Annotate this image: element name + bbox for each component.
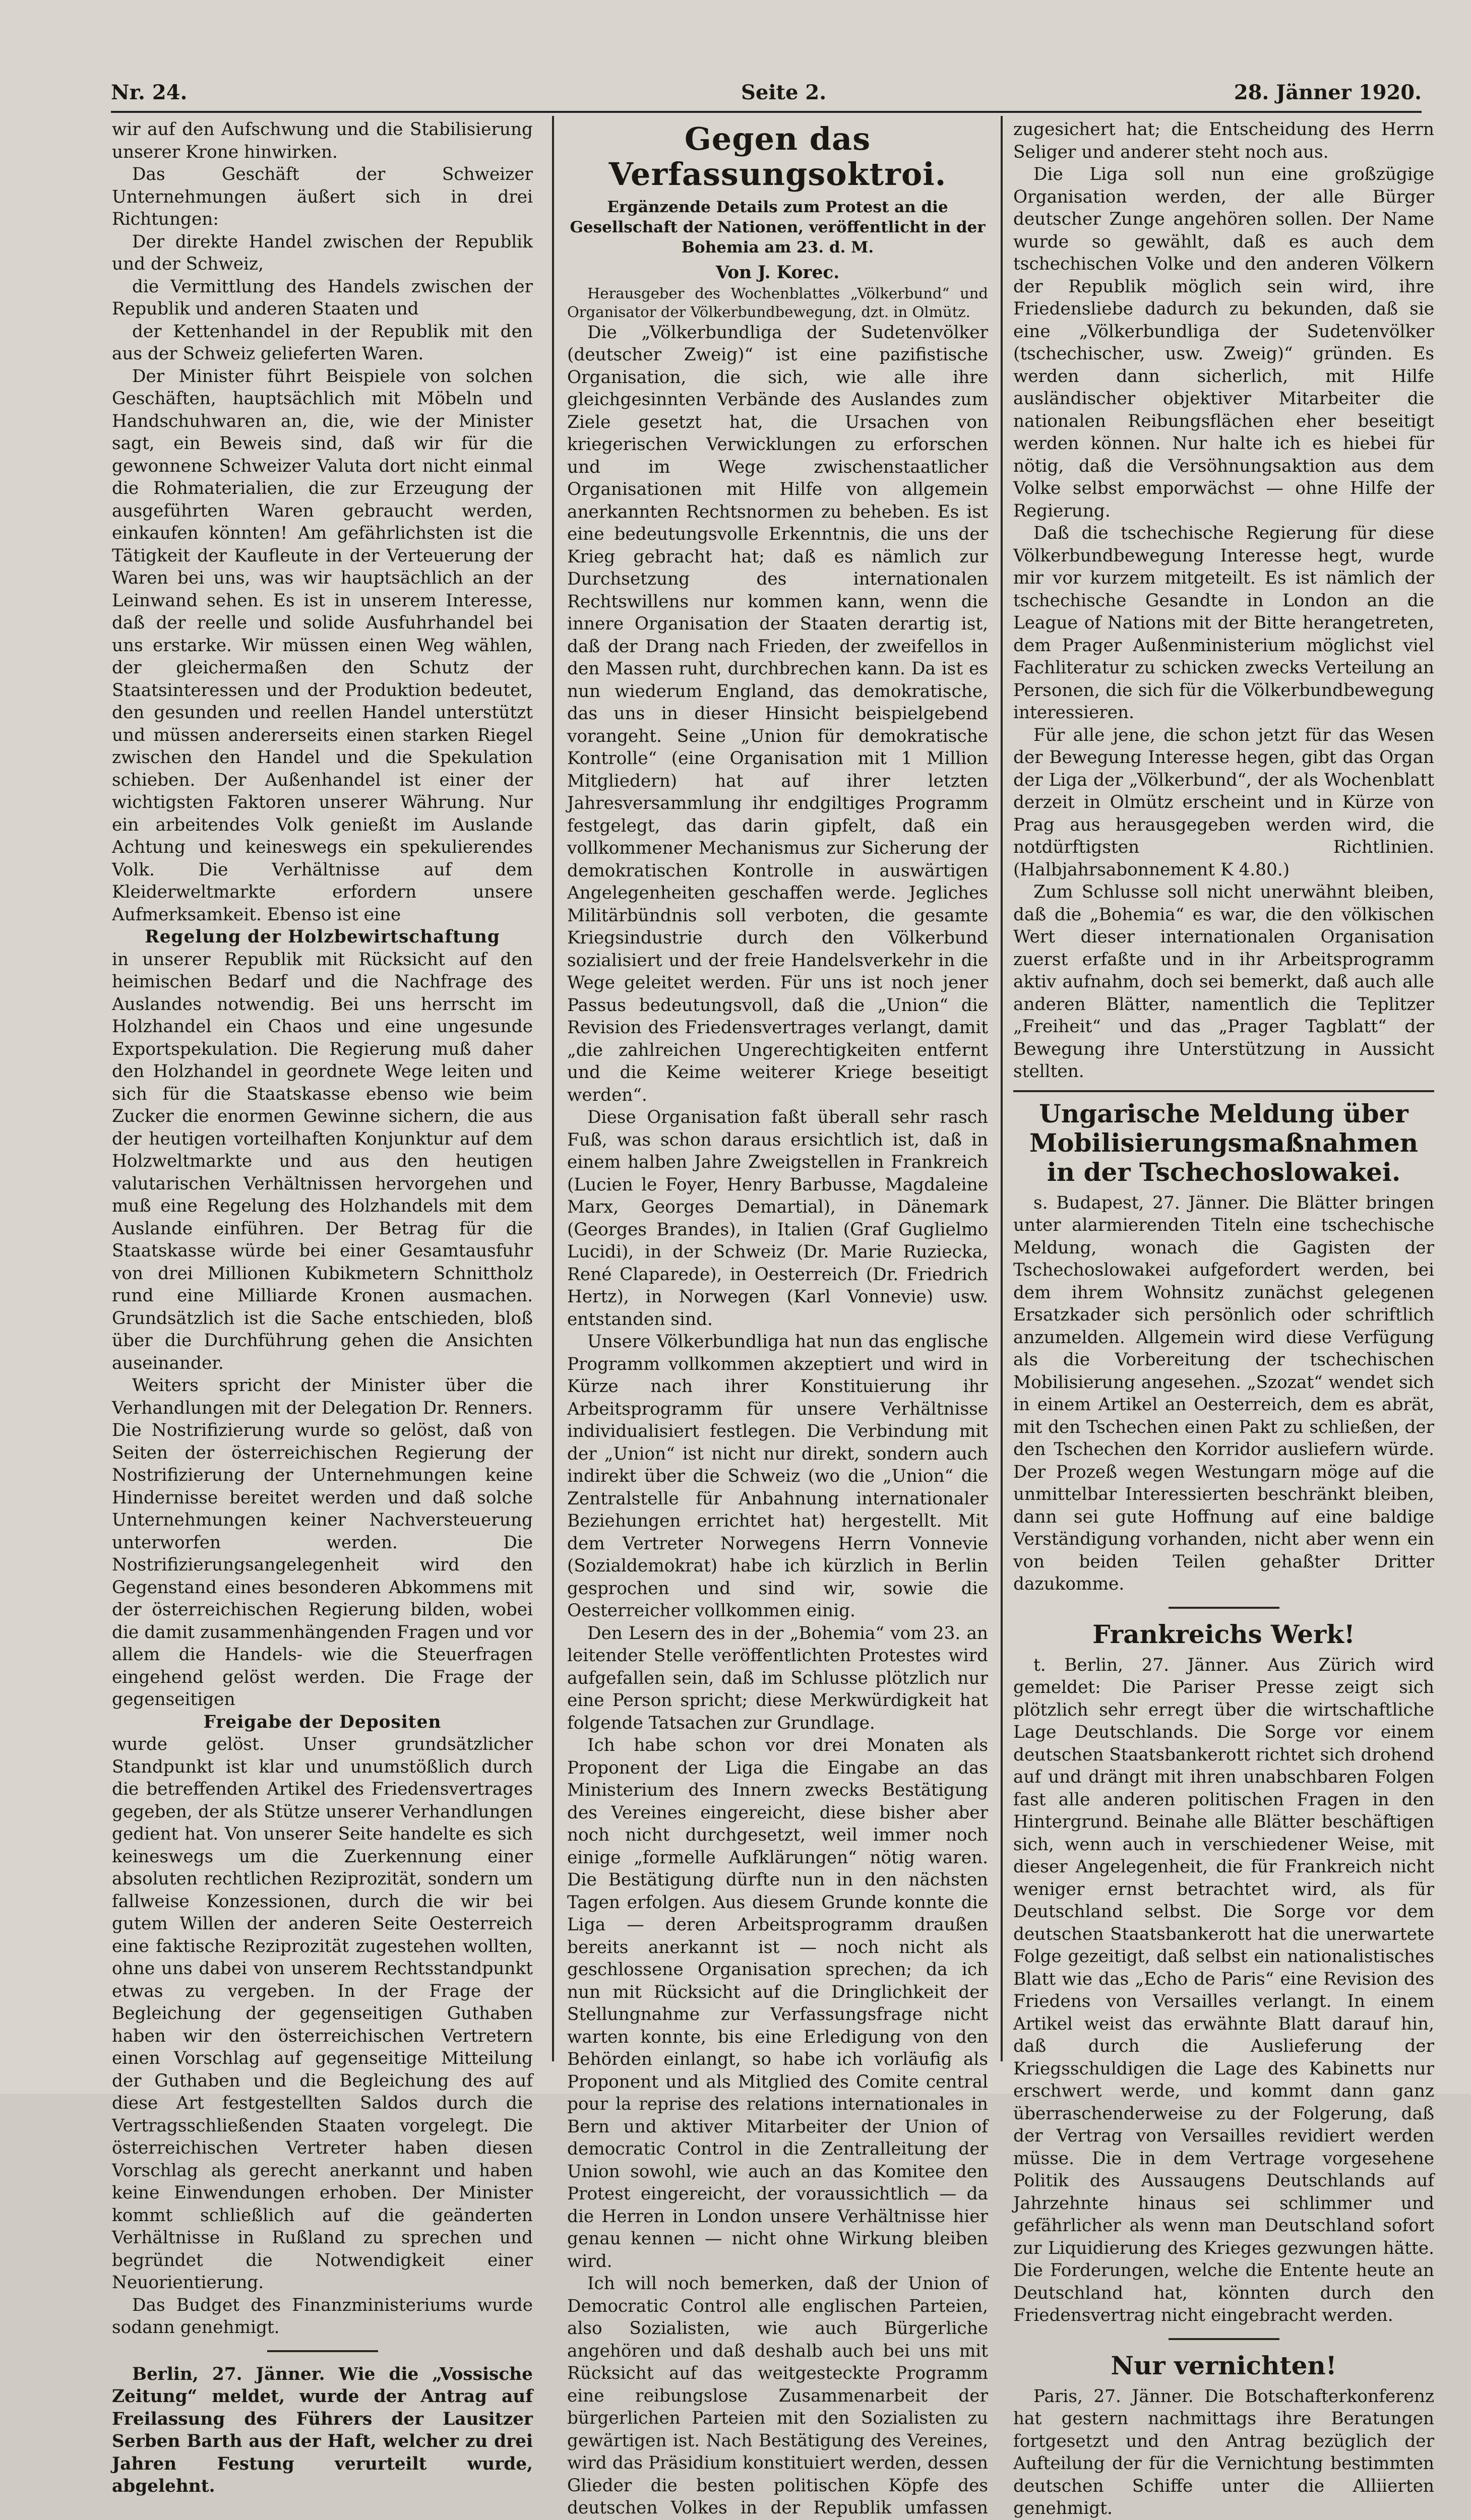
paragraph: wir auf den Aufschwung und die Stabilisierung unserer Krone hinwirken. <box>112 119 533 162</box>
paragraph: t. Berlin, 27. Jänner. Aus Zürich wird gemeldet: Die Pariser Presse zeigt sich plötzlich sehr erregt über die wirtschaftliche Lage Deutschlands. Die Sorge vor einem deutschen Staatsbankerott richtet sich drohend auf und drängt mit ihren unabschbaren Folgen fast alle anderen politischen Fragen in den Hintergrund. Beinahe alle Blätter beschäftigen sich, wenn auch in verschiedener Weise, mit dieser Angelegenheit, die für Frankreich nicht weniger ernst betrachtet wird, als für Deutschland selbst. Die Sorge vor dem deutschen Staatsbankerott hat die unerwartete Folge gezeitigt, daß selbst ein nationalistisches Blatt wie das „Echo de Paris“ eine Revision des Friedens von Versailles verlangt. In einem Artikel weist das erwähnte Blatt darauf hin, daß durch die Auslieferung der Kriegsschuldigen die Lage des Kabinetts nur erschwert werde, und kommt dann ganz überraschenderweise zu der Folgerung, daß der Vertrag von Versailles revidiert werden müsse. Die in dem Vertrage vorgesehene Politik des Aussaugens Deutschlands auf Jahrzehnte hinaus sei schlimmer und gefährlicher als wenn man Deutschland sofort zur Liquidierung des Krieges gezwungen hätte. Die Forderungen, welche die Entente heute an Deutschland hat, könnten durch den Friedensvertrag nicht eingebracht werden. <box>1013 1655 1434 2325</box>
page-number: Seite 2. <box>741 81 827 104</box>
paragraph: zugesichert hat; die Entscheidung des Herrn Seliger und anderer steht noch aus. <box>1013 119 1434 162</box>
article-title-ungarische-meldung: Ungarische Meldung über Mobilisierungsmaßnahmen in der Tschechoslowakei. <box>1029 1098 1419 1187</box>
article-title-frankreichs-werk: Frankreichs Werk! <box>1092 1619 1355 1649</box>
paragraph: Das Geschäft der Schweizer Unternehmungen äußert sich in drei Richtungen: <box>112 164 533 229</box>
paragraph: Der Minister führt Beispiele von solchen Geschäften, hauptsächlich mit Möbeln und Handschuhwaren an, die, wie der Minister sagt, ein Beweis sind, daß wir für die gewonnene Schweizer Valuta dort nicht einmal die Rohmaterialien, die zur Erzeugung der ausgeführten Waren gebraucht werden, einkaufen könnten! Am gefährlichsten ist die Tätigkeit der Kaufleute in der Verteuerung der Waren bei uns, was wir hauptsächlich an der Leinwand sehen. Es ist in unserem Interesse, daß der reelle und solide Ausfuhrhandel bei uns erstarke. Wir müssen einen Weg wählen, der gleichermaßen den Schutz der Staatsinteressen und der Produktion bedeutet, den gesunden und reellen Handel unterstützt und müssen andererseits einen starken Riegel zwischen den Handel und die Spekulation schieben. Der Außenhandel ist einer der wichtigsten Faktoren unserer Währung. Nur ein arbeitendes Volk genießt im Auslande Achtung und keineswegs ein spekulierendes Volk. Die Verhältnisse auf dem Kleiderweltmarkte erfordern unsere Aufmerksamkeit. Ebenso ist eine <box>112 366 533 925</box>
issue-number: Nr. 24. <box>111 81 188 104</box>
paragraph: Zum Schlusse soll nicht unerwähnt bleiben, daß die „Bohemia“ es war, die den völkischen Wert dieser internationalen Organisation zuerst erfaßte und in ihr Arbeitsprogramm aktiv aufnahm, doch sei bemerkt, daß auch alle anderen Blätter, namentlich die Teplitzer „Freiheit“ und das „Prager Tagblatt“ der Bewegung ihre Unterstützung in Aussicht stellten. <box>1013 882 1434 1082</box>
column-2 <box>567 118 988 2518</box>
paragraph: Paris, 27. Jänner. Die Botschafterkonferenz hat gestern nachmittags ihre Beratungen fortgesetzt und den Antrag bezüglich der Aufteilung der für die Vernichtung bestimmten deutschen Schiffe unter die Alliierten genehmigt. <box>1013 2386 1434 2518</box>
issue-date: 28. Jänner 1920. <box>1234 81 1422 104</box>
paragraph: Das Budget des Finanzministeriums wurde sodann genehmigt. <box>112 2295 533 2338</box>
article-separator <box>1013 1090 1434 1092</box>
subheading-holzbewirtschaftung: Regelung der Holzbewirtschaftung <box>145 927 500 947</box>
paragraph: Weiters spricht der Minister über die Verhandlungen mit der Delegation Dr. Renners. Die Nostrifizierung wurde so gelöst, daß von Seiten der österreichischen Regierung der Nostrifizierung der Unternehmungen keine Hindernisse bereitet werden und daß solche Unternehmungen keiner Nachversteuerung unterworfen werden. Die Nostrifizierungsangelegenheit wird den Gegenstand eines besonderen Abkommens mit der österreichischen Regierung bilden, wobei die damit zusammenhängenden Fragen und vor allem die Handels- wie die Steuerfragen eingehend gelöst werden. Die Frage der gegenseitigen <box>112 1375 533 1710</box>
article-separator <box>1169 2338 1279 2340</box>
article-separator <box>1169 1607 1279 1609</box>
column-1 <box>112 118 533 2496</box>
article-title: Gegen das Verfassungsoktroi. <box>608 120 947 193</box>
paragraph: Daß die tschechische Regierung für diese Völkerbundbewegung Interesse hegt, wurde mir vor kurzem mitgeteilt. Es ist nämlich der tschechische Gesandte in London an die League of Nations mit der Bitte herangetreten, dem Prager Außenministerium möglichst viel Fachliteratur zu schicken zwecks Verteilung an Personen, die sich für die Völkerbundbewegung interessieren. <box>1013 523 1434 723</box>
column-divider-1 <box>552 116 554 2061</box>
page-header <box>111 76 1422 113</box>
paragraph: die Vermittlung des Handels zwischen der Republik und anderen Staaten und <box>112 276 533 319</box>
subheading-depositen: Freigabe der Depositen <box>203 1712 442 1732</box>
paragraph: Diese Organisation faßt überall sehr rasch Fuß, was schon daraus ersichtlich ist, daß in einem halben Jahre Zweigstellen in Frankreich (Lucien le Foyer, Henry Barbusse, Magdaleine Marx, Georges Demartial), in Dänemark (Georges Brandes), in Italien (Graf Guglielmo Lucidi), in der Schweiz (Dr. Marie Ruziecka, René Claparede), in Oesterreich (Dr. Friedrich Hertz), in Norwegen (Karl Vonnevie) usw. entstanden sind. <box>567 1107 988 1330</box>
paragraph: Die „Völkerbundliga der Sudetenvölker (deutscher Zweig)“ ist eine pazifistische Organisation, die sich, wie alle ihre gleichgesinnten Verbände des Auslandes zum Ziele gesetzt hat, die Ursachen von kriegerischen Verwicklungen zu erforschen und im Wege zwischenstaatlicher Organisationen mit Hilfe von allgemein anerkannten Rechtsnormen zu beheben. Es ist eine bedeutungsvolle Erkenntnis, die uns der Krieg gebracht hat; daß es nämlich zur Durchsetzung des internationalen Rechtswillens nur kommen kann, wenn die innere Organisation der Staaten derartig ist, daß der Drang nach Frieden, der zweifellos in den Massen ruht, durchbrechen kann. Da ist es nun wiederum England, das demokratische, das uns in dieser Hinsicht beispielgebend vorangeht. Seine „Union für demokratische Kontrolle“ (eine Organisation mit 1 Million Mitgliedern) hat auf ihrer letzten Jahresversammlung ihr endgiltiges Programm festgelegt, das darin gipfelt, daß ein vollkommener Mechanismus zur Sicherung der demokratischen Kontrolle in auswärtigen Angelegenheiten geschaffen werde. Jegliches Militärbündnis soll verboten, die gesamte Kriegsindustrie durch den Völkerbund sozialisiert und der freie Handelsverkehr in die Wege geleitet werden. Für uns ist noch jener Passus bedeutungsvoll, daß die „Union“ die Revision des Friedensvertrages verlangt, damit „die zahlreichen Ungerechtigkeiten entfernt und die Keime weiterer Kriege beseitigt werden“. <box>567 322 988 1105</box>
paragraph: Den Lesern des in der „Bohemia“ vom 23. an leitender Stelle veröffentlichten Protestes wird aufgefallen sein, daß im Schlusse plötzlich nur eine Person spricht; diese Merkwürdigkeit hat folgende Tatsachen zur Grundlage. <box>567 1623 988 1733</box>
paragraph: Der direkte Handel zwischen der Republik und der Schweiz, <box>112 231 533 274</box>
paragraph: der Kettenhandel in der Republik mit den aus der Schweiz gelieferten Waren. <box>112 321 533 364</box>
paragraph: Ich will noch bemerken, daß der Union of Democratic Control alle englischen Parteien, also Sozialisten, wie auch Bürgerliche angehören und daß deshalb auch bei uns mit Rücksicht auf das weitgesteckte Programm eine reibungslose Zusammenarbeit der bürgerlichen Parteien mit den Sozialisten zu gewärtigen ist. Nach Bestätigung des Vereines, wird das Präsidium konstituiert werden, dessen Glieder die besten politischen Köpfe des deutschen Volkes in der Republik umfassen <box>567 2274 988 2518</box>
author-description: Herausgeber des Wochenblattes „Völkerbund“ und Organisator der Völkerbundbewegung, dzt. in Olmütz. <box>567 284 988 321</box>
news-item-berlin: Berlin, 27. Jänner. Wie die „Vossische Zeitung“ meldet, wurde der Antrag auf Freilassung des Führers der Lausitzer Serben Barth aus der Haft, welcher zu drei Jahren Festung verurteilt wurde, abgelehnt. <box>112 2364 533 2496</box>
column-divider-2 <box>1001 116 1003 2061</box>
paragraph: wurde gelöst. Unser grundsätzlicher Standpunkt ist klar und unumstößlich durch die betreffenden Artikel des Friedensvertrages gegeben, der als Stütze unserer Verhandlungen gedient hat. Von unserer Seite handelte es sich keineswegs um die Zuerkennung einer absoluten rechtlichen Reziprozität, sondern um fallweise Konzessionen, durch die wir bei gutem Willen der anderen Seite Oesterreich eine faktische Reziprozität zugestehen wollten, ohne uns dabei von unserem Rechtsstandpunkt etwas zu vergeben. In der Frage der Begleichung der gegenseitigen Guthaben haben wir den österreichischen Vertretern einen Vorschlag auf gegenseitige Mitteilung der Guthaben und die Begleichung des auf diese Art festgestellten Saldos durch die Vertragsschließenden Staaten vorgelegt. Die österreichischen Vertreter haben diesen Vorschlag als gerecht anerkannt und haben keine Einwendungen erhoben. Der Minister kommt schließlich auf die geänderten Verhältnisse in Rußland zu sprechen und begründet die Notwendigkeit einer Neuorientierung. <box>112 1734 533 2293</box>
paragraph: s. Budapest, 27. Jänner. Die Blätter bringen unter alarmierenden Titeln eine tschechische Meldung, wonach die Gagisten der Tschechoslowakei aufgefordert werden, bei dem ihrem Wohnsitz zunächst gelegenen Ersatzkader sich persönlich oder schriftlich anzumelden. Allgemein wird diese Verfügung als die Vorbereitung der tschechischen Mobilisierung angesehen. „Szozat“ wendet sich in einem Artikel an Oesterreich, dem es abrät, mit den Tschechen einen Pakt zu schließen, der den Tschechen den Korridor ausliefern würde. Der Prozeß wegen Westungarn möge auf die unmittelbar Interessierten beschränkt bleiben, dann sei gute Hoffnung auf eine baldige Verständigung vorhanden, nicht aber wenn ein von beiden Teilen gehaßter Dritter dazukomme. <box>1013 1192 1434 1594</box>
paragraph: Die Liga soll nun eine großzügige Organisation werden, der alle Bürger deutscher Zunge angehören sollen. Der Name wurde so gewählt, daß es auch dem tschechischen Volke und den anderen Völkern der Republik möglich sein wird, ihre Friedensliebe dadurch zu bekunden, daß sie eine „Völkerbundliga der Sudetenvölker (tschechischer, usw. Zweig)“ gründen. Es werden dann sicherlich, mit Hilfe ausländischer objektiver Mitarbeiter die nationalen Reibungsflächen eher beseitigt werden können. Nur halte ich es hiebei für nötig, daß die Versöhnungsaktion aus dem Volke selbst emporwächst — ohne Hilfe der Regierung. <box>1013 164 1434 521</box>
column-3 <box>1013 118 1434 2518</box>
article-separator <box>267 2350 378 2352</box>
paragraph: in unserer Republik mit Rücksicht auf den heimischen Bedarf und die Nachfrage des Auslandes notwendig. Bei uns herrscht im Holzhandel ein Chaos und eine ungesunde Exportspekulation. Die Regierung muß daher den Holzhandel in geordnete Wege leiten und sich für die Staatskasse ebenso wie beim Zucker die enormen Gewinne sichern, die aus der heutigen vorteilhaften Konjunktur auf dem Holzweltmarkte und aus den heutigen valutarischen Verhältnissen hervorgehen und muß eine Regelung des Holzhandels mit dem Auslande einführen. Der Betrag für die Staatskasse würde bei einer Gesamtausfuhr von drei Millionen Kubikmetern Schnittholz rund eine Milliarde Kronen ausmachen. Grundsätzlich ist die Sache entschieden, bloß über die Durchführung gehen die Ansichten auseinander. <box>112 949 533 1373</box>
article-title-nur-vernichten: Nur vernichten! <box>1111 2350 1337 2380</box>
paragraph: Unsere Völkerbundliga hat nun das englische Programm vollkommen akzeptiert und wird in Kürze nach ihrer Konstituierung ihr Arbeitsprogramm für unsere Verhältnisse individualisiert festlegen. Die Verbindung mit der „Union“ ist nicht nur direkt, sondern auch indirekt über die Schweiz (wo die „Union“ die Zentralstelle für Anbahnung internationaler Beziehungen errichtet hat) hergestellt. Mit dem Vertreter Norwegens Herrn Vonnevie (Sozialdemokrat) habe ich kürzlich in Berlin gesprochen und sind wir, sowie die Oesterreicher vollkommen einig. <box>567 1332 988 1621</box>
article-byline: Von J. Korec. <box>715 263 840 283</box>
article-subtitle: Ergänzende Details zum Protest an die Gesellschaft der Nationen, veröffentlicht in der Bohemia am 23. d. M. <box>570 198 986 257</box>
paragraph: Ich habe schon vor drei Monaten als Proponent der Liga die Eingabe an das Ministerium des Innern zwecks Bestätigung des Vereines eingereicht, diese bisher aber noch nicht durchgesetzt, weil immer noch einige „formelle Aufklärungen“ nötig waren. Die Bestätigung dürfte nun in den nächsten Tagen erfolgen. Aus diesem Grunde konnte die Liga — deren Arbeitsprogramm draußen bereits anerkannt ist — noch nicht als geschlossene Organisation sprechen; da ich nun mit Rücksicht auf die Dringlichkeit der Stellungnahme zur Verfassungsfrage nicht warten konnte, bis eine Erledigung von den Behörden einlangt, so habe ich vorläufig als Proponent und als Mitglied des Comite central pour la reprise des relations internationales in Bern und aktiver Mitarbeiter der Union of democratic Control in die Zentralleitung der Union sowohl, wie auch an das Komitee den Protest eingereicht, der voraussichtlich — da die Herren in London unsere Verhältnisse hier genau kennen — nicht ohne Wirkung bleiben wird. <box>567 1735 988 2272</box>
paragraph: Für alle jene, die schon jetzt für das Wesen der Bewegung Interesse hegen, gibt das Organ der Liga der „Völkerbund“, der als Wochenblatt derzeit in Olmütz erscheint und in Kürze von Prag aus herausgegeben werden wird, die notdürftigsten Richtlinien. (Halbjahrsabonnement K 4.80.) <box>1013 725 1434 880</box>
